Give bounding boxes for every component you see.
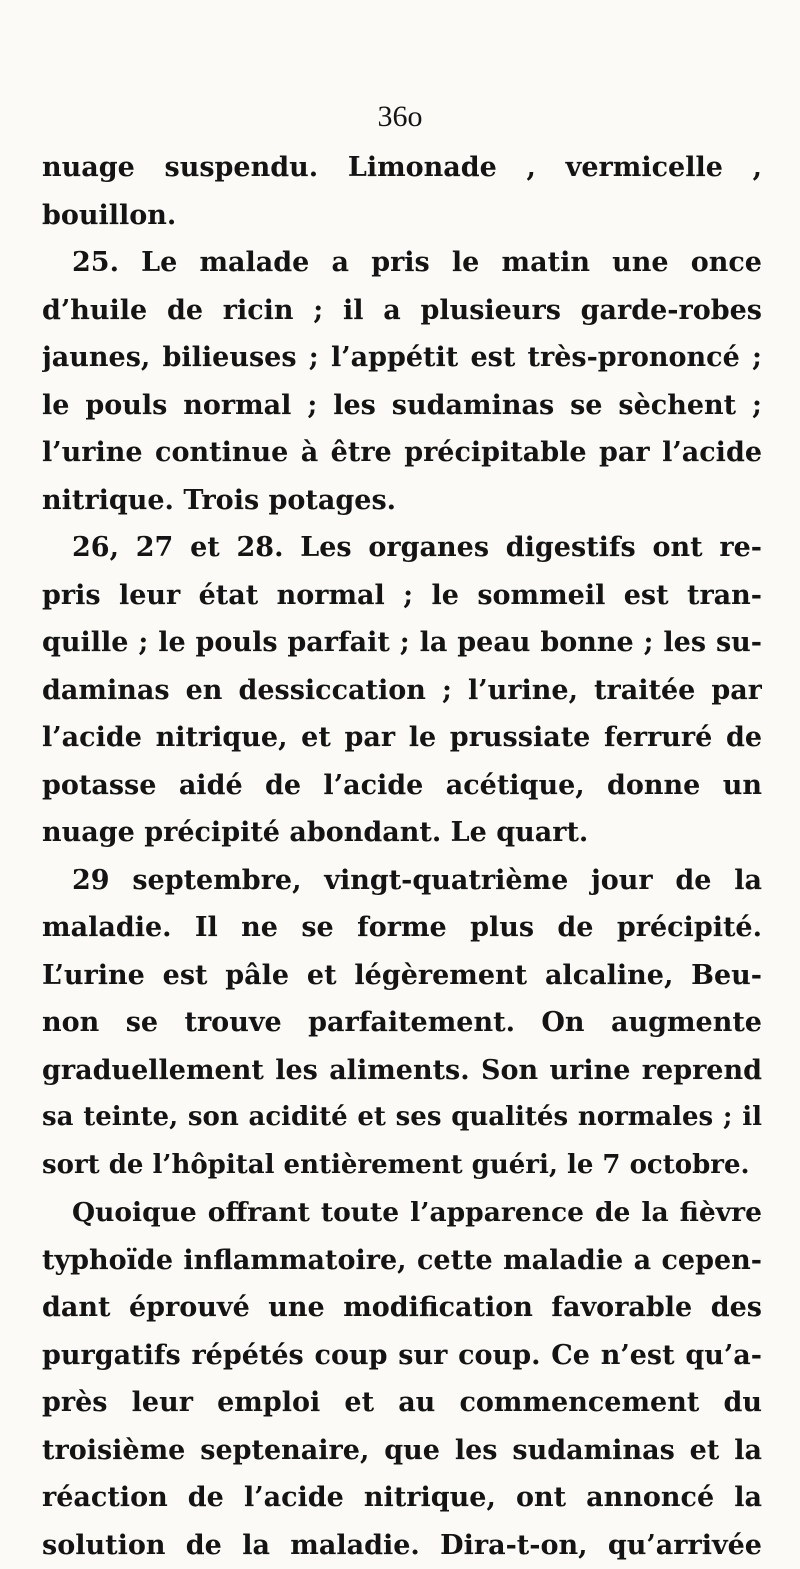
text-line: réaction de l’acide nitrique, ont annoncé la (42, 1474, 762, 1522)
text-line: maladie. Il ne se forme plus de précipité. (42, 904, 762, 952)
text-line: non se trouve parfaitement. On augmente (42, 999, 762, 1047)
text-line: sort de l’hôpital entièrement guéri, le 7 octobre. (42, 1142, 762, 1190)
text-line: d’huile de ricin ; il a plusieurs garde-robes (42, 287, 762, 335)
text-line: daminas en dessiccation ; l’urine, traitée par (42, 667, 762, 715)
text-line: solution de la maladie. Dira-t-on, qu’arrivée (42, 1522, 762, 1569)
page-number: 36o (0, 97, 800, 137)
text-line: nitrique. Trois potages. (42, 477, 762, 525)
text-line: l’acide nitrique, et par le prussiate ferruré de (42, 714, 762, 762)
text-line: troisième septenaire, que les sudaminas et la (42, 1427, 762, 1475)
text-line: potasse aidé de l’acide acétique, donne un (42, 762, 762, 810)
text-line: près leur emploi et au commencement du (42, 1379, 762, 1427)
text-line: 26, 27 et 28. Les organes digestifs ont re- (42, 524, 762, 572)
text-line: jaunes, bilieuses ; l’appétit est très-prononcé ; (42, 334, 762, 382)
text-line: le pouls normal ; les sudaminas se sèchent ; (42, 382, 762, 430)
text-line: 25. Le malade a pris le matin une once (42, 239, 762, 287)
text-line: typhoïde inflammatoire, cette maladie a cepen- (42, 1237, 762, 1285)
body-text (42, 144, 762, 1569)
text-line: graduellement les aliments. Son urine reprend (42, 1047, 762, 1095)
text-line: dant éprouvé une modification favorable des (42, 1284, 762, 1332)
text-line: bouillon. (42, 192, 762, 240)
text-line: Quoique offrant toute l’apparence de la fièvre (42, 1189, 762, 1237)
text-line: L’urine est pâle et légèrement alcaline, Beu- (42, 952, 762, 1000)
text-line: nuage suspendu. Limonade , vermicelle , (42, 144, 762, 192)
text-line: pris leur état normal ; le sommeil est tran- (42, 572, 762, 620)
text-line: nuage précipité abondant. Le quart. (42, 809, 762, 857)
text-line: quille ; le pouls parfait ; la peau bonne ; les su- (42, 619, 762, 667)
text-line: l’urine continue à être précipitable par l’acide (42, 429, 762, 477)
text-line: sa teinte, son acidité et ses qualités normales ; il (42, 1094, 762, 1142)
text-line: purgatifs répétés coup sur coup. Ce n’est qu’a- (42, 1332, 762, 1380)
text-line: 29 septembre, vingt-quatrième jour de la (42, 857, 762, 905)
